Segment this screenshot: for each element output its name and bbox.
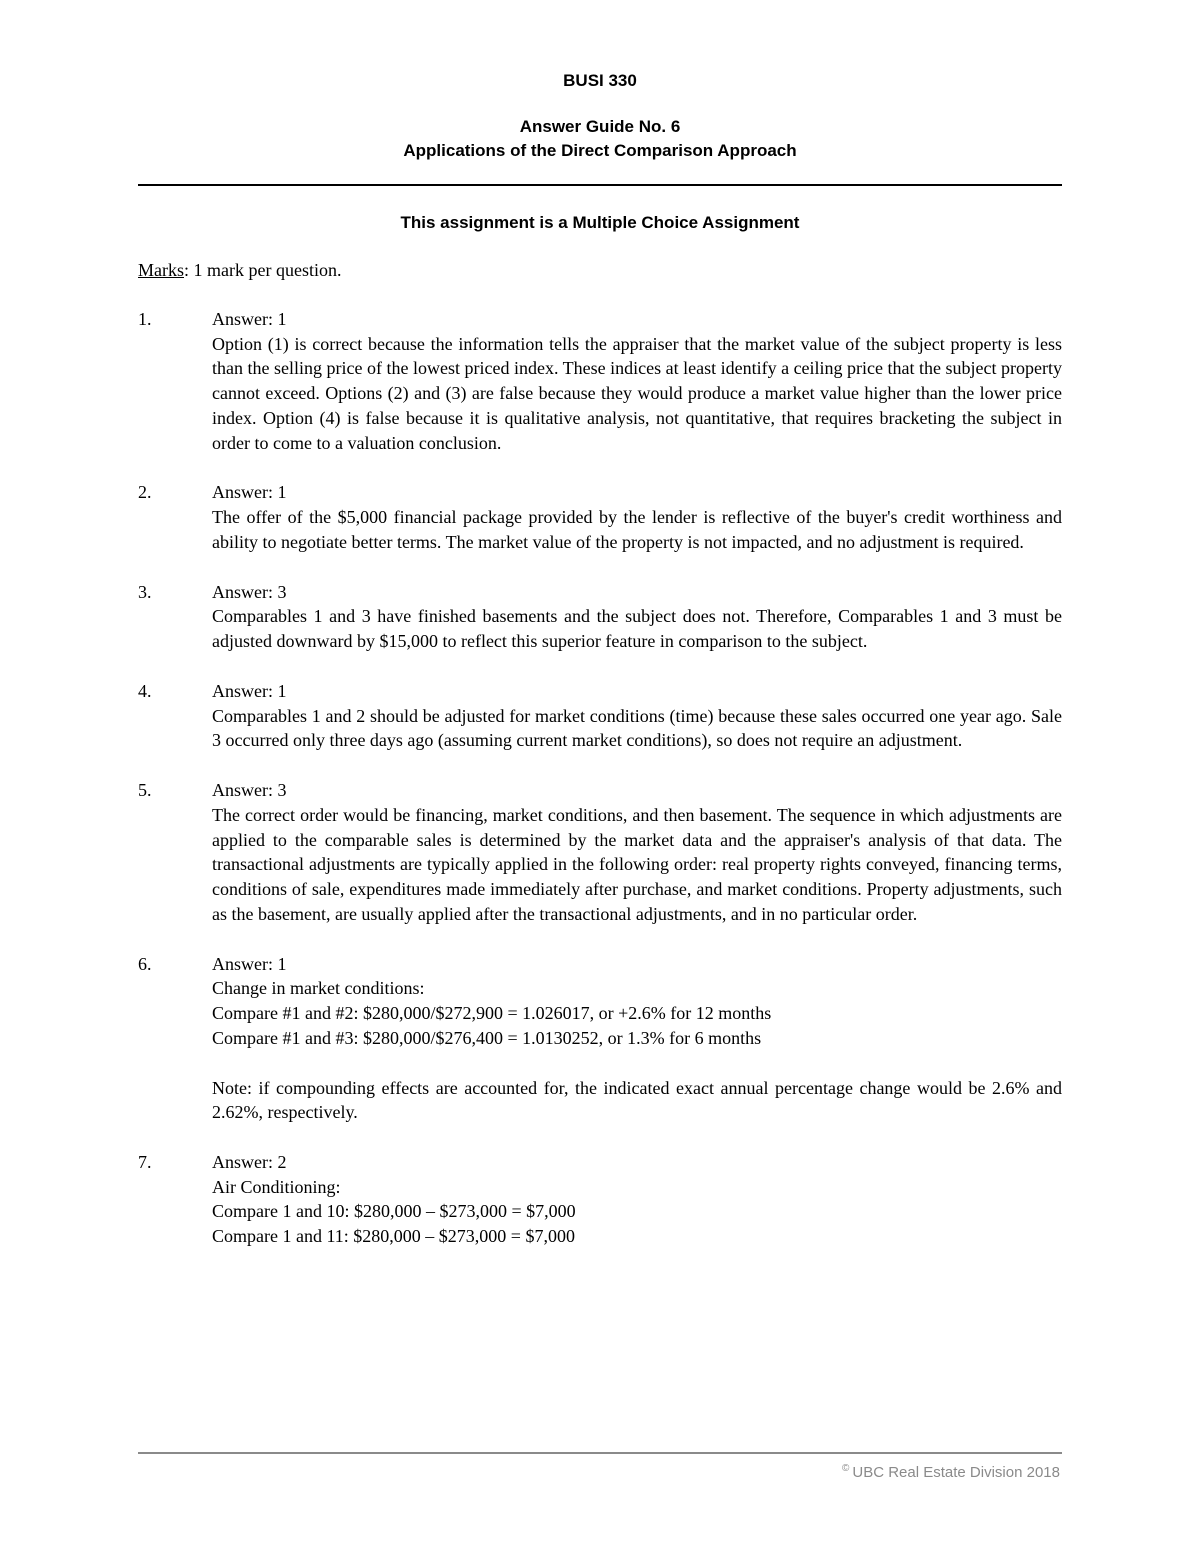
question-number: 3.: [138, 581, 152, 602]
answer-item: [138, 952, 1062, 1126]
answer-content: [212, 778, 1062, 927]
marks-label: Marks: [138, 260, 184, 280]
answer-content: [212, 480, 1062, 554]
answer-choice: Answer: 3: [212, 779, 287, 800]
answer-content: [212, 952, 1062, 1126]
answer-explanation: The offer of the $5,000 financial package provided by the lender is reflective of the buyer's credit worthiness and ability to negotiate better terms. The market value of the property is not impacted, and no adjustment is required.: [212, 507, 1062, 552]
question-number: 4.: [138, 680, 152, 701]
answer-choice: Answer: 1: [212, 482, 287, 503]
question-number: 2.: [138, 482, 152, 503]
answer-explanation: The correct order would be financing, market conditions, and then basement. The sequence in which adjustments are applied to the comparable sales is determined by the market data and the appraiser's analysis of that data. The transactional adjustments are typically applied in the following order: real property rights conveyed, financing terms, conditions of sale, expenditures made immediately after purchase, and market conditions. Property adjustments, such as the basement, are usually applied after the transactional adjustments, and in no particular order.: [212, 804, 1062, 924]
course-code: BUSI 330: [563, 71, 637, 90]
question-number: 5.: [138, 779, 152, 800]
answer-content: [212, 679, 1062, 753]
question-number: 6.: [138, 953, 152, 974]
copyright-icon: ©: [842, 1463, 850, 1474]
marks-value: : 1 mark per question.: [184, 260, 342, 280]
document-page: [138, 70, 1062, 1274]
assignment-type: This assignment is a Multiple Choice Assignment: [400, 213, 800, 232]
answer-item: [138, 480, 1062, 554]
answer-item: [138, 778, 1062, 927]
answer-content: [212, 1150, 1062, 1249]
calculation-heading: Air Conditioning:: [212, 1176, 341, 1197]
guide-title: Applications of the Direct Comparison Approach: [403, 141, 797, 160]
answer-item: [138, 1150, 1062, 1249]
answer-explanation: Option (1) is correct because the information tells the appraiser that the market value of the subject property is less than the selling price of the lowest priced index. These indices at least identify a ceiling price that the subject property cannot exceed. Options (2) and (3) are false because they would produce a market value higher than the lower price index. Option (4) is false because it is qualitative analysis, not quantitative, that requires bracketing the subject in order to come to a valuation conclusion.: [212, 333, 1062, 453]
answer-item: [138, 679, 1062, 753]
calculation-note: Note: if compounding effects are accounted for, the indicated exact annual percentage change would be 2.6% and 2.62%, respectively.: [212, 1077, 1062, 1123]
document-body: [138, 258, 1062, 1249]
footer-divider: [138, 1452, 1062, 1454]
answer-choice: Answer: 1: [212, 953, 287, 974]
guide-number: Answer Guide No. 6: [519, 117, 681, 136]
answer-explanation: Comparables 1 and 3 have finished basements and the subject does not. Therefore, Comparables 1 and 3 must be adjusted downward by $15,000 to reflect this superior feature in comparison to the subject.: [212, 606, 1062, 652]
answer-content: [212, 580, 1062, 654]
calculation-line: Compare 1 and 10: $280,000 – $273,000 = $7,000: [212, 1201, 576, 1222]
answer-choice: Answer: 1: [212, 680, 287, 701]
document-header: [138, 70, 1062, 162]
answer-explanation: Comparables 1 and 2 should be adjusted for market conditions (time) because these sales occurred one year ago. Sale 3 occurred only three days ago (assuming current market conditions), so does not require an adjustment.: [212, 705, 1062, 751]
calculation-heading: Change in market conditions:: [212, 978, 425, 999]
answer-list: [138, 307, 1062, 1249]
answer-content: [212, 307, 1062, 456]
footer-text: UBC Real Estate Division 2018: [852, 1464, 1060, 1481]
answer-choice: Answer: 1: [212, 308, 287, 329]
answer-choice: Answer: 2: [212, 1151, 287, 1172]
answer-item: [138, 580, 1062, 654]
header-divider: [138, 184, 1062, 186]
calculation-line: Compare #1 and #2: $280,000/$272,900 = 1.026017, or +2.6% for 12 months: [212, 1003, 772, 1024]
answer-item: [138, 307, 1062, 456]
marks-line: [138, 258, 1062, 283]
answer-choice: Answer: 3: [212, 581, 287, 602]
calculation-line: Compare 1 and 11: $280,000 – $273,000 = $7,000: [212, 1226, 575, 1247]
question-number: 1.: [138, 308, 152, 329]
question-number: 7.: [138, 1151, 152, 1172]
calculation-line: Compare #1 and #3: $280,000/$276,400 = 1.0130252, or 1.3% for 6 months: [212, 1027, 762, 1048]
page-footer: [842, 1463, 1060, 1481]
